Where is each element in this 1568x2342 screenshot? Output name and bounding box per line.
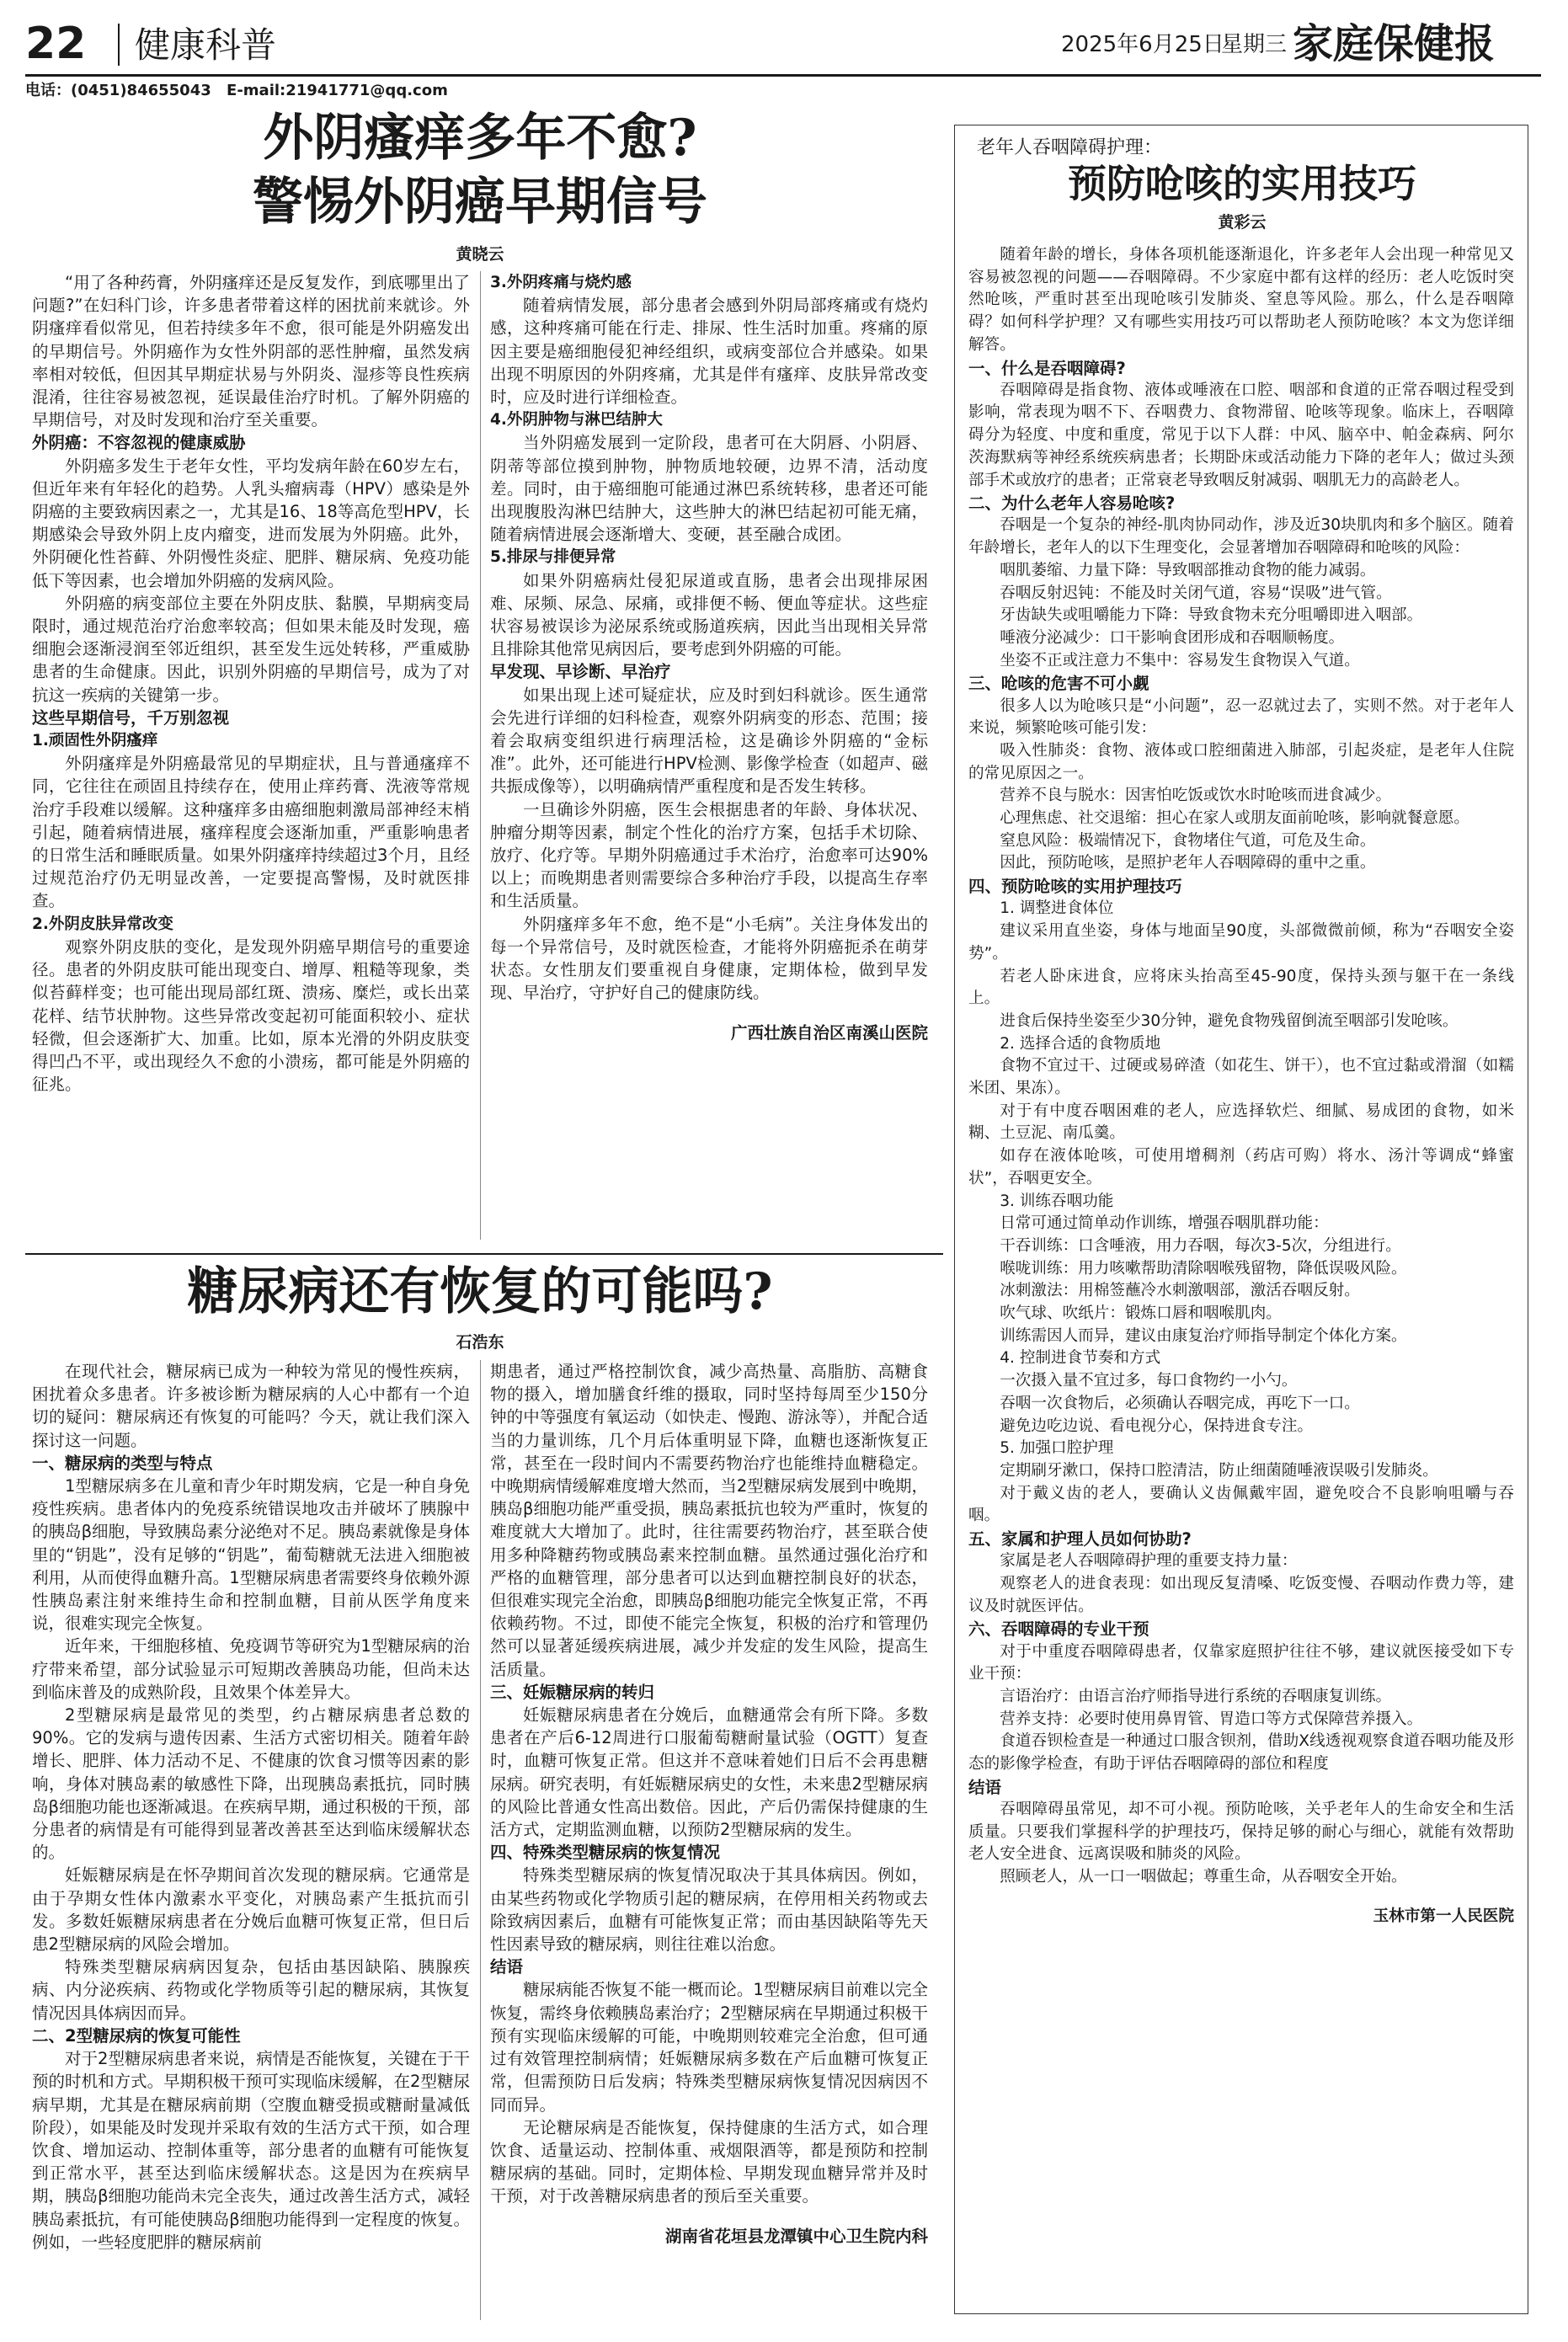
contact-phone: 电话：(0451)84655043 <box>25 82 211 99</box>
paragraph: 特殊类型糖尿病的恢复情况取决于其具体病因。例如，由某些药物或化学物质引起的糖尿病，在停用相关药物或去除致病因素后，血糖有可能恢复正常；而由基因缺陷等先天性因素导致的糖尿病，则往往难以治愈。 <box>490 1865 928 1955</box>
paragraph: 咽肌萎缩、力量下降：导致咽部推动食物的能力减弱。 <box>1000 561 1376 579</box>
subheading: 五、家属和护理人员如何协助? <box>968 1529 1192 1550</box>
paragraph: 食物不宜过干、过硬或易碎渣（如花生、饼干），也不宜过黏或滑溜（如糯米团、果冻）。 <box>968 1057 1514 1098</box>
paragraph: 吞咽是一个复杂的神经-肌肉协同动作，涉及近30块肌肉和多个脑区。随着年龄增长，老年人的以下生理变化，会显著增加吞咽障碍和呛咳的风险： <box>968 516 1514 557</box>
subheading: 外阴癌：不容忽视的健康威胁 <box>32 433 246 453</box>
subheading: 早发现、早诊断、早治疗 <box>490 662 671 682</box>
paragraph: 无论糖尿病是否能恢复，保持健康的生活方式，如合理饮食、适量运动、控制体重、戒烟限酒等，都是预防和控制糖尿病的基础。同时，定期体检、早期发现血糖异常并及时干预，对于改善糖尿病患者的预后至关重要。 <box>490 2117 928 2206</box>
article1-column-1 <box>32 271 470 1240</box>
paragraph: 1型糖尿病多在儿童和青少年时期发病，它是一种自身免疫性疾病。患者体内的免疫系统错误地攻击并破坏了胰腺中的胰岛β细胞，导致胰岛素分泌绝对不足。胰岛素就像是身体里的“钥匙”，没有足够的“钥匙”，葡萄糖就无法进入细胞被利用，从而使得血糖升高。1型糖尿病患者需要终身依赖外源性胰岛素注射来维持生命和控制血糖，目前从医学角度来说，很难实现完全恢复。 <box>32 1476 470 1634</box>
sub-subheading: 1.顽固性外阴瘙痒 <box>32 732 158 750</box>
article1-title-line2: 警惕外阴癌早期信号 <box>253 173 707 232</box>
paragraph: 冰刺激法：用棉签蘸冷水刺激咽部，激活吞咽反射。 <box>1000 1282 1360 1300</box>
issue-date: 2025年6月25日 <box>1061 32 1224 57</box>
article3-column <box>968 244 1514 2303</box>
paragraph: 喉咙训练：用力咳嗽帮助清除咽喉残留物，降低误吸风险。 <box>1000 1259 1407 1278</box>
article3-author: 黄彩云 <box>1218 213 1267 232</box>
subheading: 六、吞咽障碍的专业干预 <box>968 1619 1149 1640</box>
paragraph: 照顾老人，从一口一咽做起；尊重生命，从吞咽安全开始。 <box>1000 1868 1407 1886</box>
paragraph: 定期刷牙漱口，保持口腔清洁，防止细菌随唾液误吸引发肺炎。 <box>1000 1461 1438 1480</box>
subheading: 四、预防呛咳的实用护理技巧 <box>968 877 1182 897</box>
contact-email: E-mail:21941771@qq.com <box>227 82 448 99</box>
article2-title: 糖尿病还有恢复的可能吗? <box>187 1262 773 1321</box>
paragraph: 建议采用直坐姿，身体与地面呈90度，头部微微前倾，称为“吞咽安全姿势”。 <box>968 922 1514 963</box>
article3-title: 预防呛咳的实用技巧 <box>1068 161 1416 206</box>
paragraph: 避免边吃边说、看电视分心，保持进食专注。 <box>1000 1416 1314 1435</box>
article2-column-1 <box>32 1360 470 2320</box>
issue-weekday: 星期三 <box>1221 32 1288 57</box>
subheading: 结语 <box>968 1777 1002 1797</box>
paragraph: 5. 加强口腔护理 <box>1000 1439 1114 1458</box>
paragraph: 2型糖尿病是最常见的类型，约占糖尿病患者总数的90%。它的发病与遗传因素、生活方式密切相关。随着年龄增长、肥胖、体力活动不足、不健康的饮食习惯等因素的影响，身体对胰岛素的敏感性下降，出现胰岛素抵抗，同时胰岛β细胞功能也逐渐减退。在疾病早期，通过积极的干预，部分患者的病情是有可能得到显著改善甚至达到临床缓解状态的。 <box>32 1705 470 1863</box>
paragraph: 期患者，通过严格控制饮食，减少高热量、高脂肪、高糖食物的摄入，增加膳食纤维的摄取，同时坚持每周至少150分钟的中等强度有氧运动（如快走、慢跑、游泳等），并配合适当的力量训练，几个月后体重明显下降，血糖也逐渐恢复正常，甚至在一段时间内不需要药物治疗也能维持血糖稳定。中晚期病情缓解难度增大然而，当2型糖尿病发展到中晚期，胰岛β细胞功能严重受损，胰岛素抵抗也较为严重时，恢复的难度就大大增加了。此时，往往需要药物治疗，甚至联合使用多种降糖药物或胰岛素来控制血糖。虽然通过强化治疗和严格的血糖管理，部分患者可以达到血糖控制良好的状态，但很难实现完全治愈，即胰岛β细胞功能完全恢复正常，不再依赖药物。不过，即使不能完全恢复，积极的治疗和管理仍然可以显著延缓疾病进展，减少并发症的发生风险，提高生活质量。 <box>490 1362 928 1679</box>
paragraph: 家属是老人吞咽障碍护理的重要支持力量： <box>1000 1552 1298 1571</box>
article2-column-2 <box>490 1360 928 2320</box>
page-number: 22 <box>25 19 87 69</box>
paragraph: 一旦确诊外阴癌，医生会根据患者的年龄、身体状况、肿瘤分期等因素，制定个性化的治疗方案，包括手术切除、放疗、化疗等。早期外阴癌通过手术治疗，治愈率可达90%以上；而晚期患者则需要综合多种治疗手段，以提高生存率和生活质量。 <box>490 799 928 911</box>
paragraph: 进食后保持坐姿至少30分钟，避免食物残留倒流至咽部引发呛咳。 <box>1000 1011 1459 1030</box>
paragraph: 观察外阴皮肤的变化，是发现外阴癌早期信号的重要途径。患者的外阴皮肤可能出现变白、增厚、粗糙等现象，类似苔藓样变；也可能出现局部红斑、溃疡、糜烂，或长出菜花样、结节状肿物。这些异常改变起初可能面积较小、症状轻微，但会逐渐扩大、加重。比如，原本光滑的外阴皮肤变得凹凸不平，或出现经久不愈的小溃疡，都可能是外阴癌的征兆。 <box>32 936 470 1095</box>
author-institution: 广西壮族自治区南溪山医院 <box>730 1022 928 1043</box>
subheading: 二、为什么老年人容易呛咳? <box>968 493 1176 514</box>
paragraph: 训练需因人而异，建议由康复治疗师指导制定个体化方案。 <box>1000 1326 1407 1345</box>
paragraph: 随着病情发展，部分患者会感到外阴局部疼痛或有烧灼感，这种疼痛可能在行走、排尿、性生活时加重。疼痛的原因主要是癌细胞侵犯神经组织，或病变部位合并感染。如果出现不明原因的外阴疼痛，尤其是伴有瘙痒、皮肤异常改变时，应及时进行详细检查。 <box>490 296 928 408</box>
article3-kicker: 老年人吞咽障碍护理： <box>977 137 1163 158</box>
subheading: 结语 <box>490 1957 524 1977</box>
paragraph: 心理焦虑、社交退缩：担心在家人或朋友面前呛咳，影响就餐意愿。 <box>1000 809 1470 828</box>
masthead <box>25 17 1541 71</box>
paragraph: 若老人卧床进食，应将床头抬高至45-90度，保持头颈与躯干在一条线上。 <box>968 967 1514 1008</box>
subheading: 一、什么是吞咽障碍? <box>968 358 1126 378</box>
article1-title-line1: 外阴瘙痒多年不愈? <box>263 109 697 168</box>
paragraph: 外阴瘙痒是外阴癌最常见的早期症状，且与普通瘙痒不同，它往往在顽固且持续存在，使用止痒药膏、洗液等常规治疗手段难以缓解。这种瘙痒多由癌细胞刺激局部神经末梢引起，随着病情进展，瘙痒程度会逐渐加重，严重影响患者的日常生活和睡眠质量。如果外阴瘙痒持续超过3个月，且经过规范治疗仍无明显改善，一定要提高警惕，及时就医排查。 <box>32 754 470 911</box>
paragraph: 营养支持：必要时使用鼻胃管、胃造口等方式保障营养摄入。 <box>1000 1710 1423 1728</box>
sub-subheading: 2.外阴皮肤异常改变 <box>32 915 173 933</box>
masthead-divider <box>118 24 120 66</box>
article2-author: 石浩东 <box>456 1333 504 1352</box>
paragraph: 牙齿缺失或咀嚼能力下降：导致食物未充分咀嚼即进入咽部。 <box>1000 606 1423 625</box>
paragraph: 坐姿不正或注意力不集中：容易发生食物误入气道。 <box>1000 651 1360 670</box>
paragraph: 言语治疗：由语言治疗师指导进行系统的吞咽康复训练。 <box>1000 1688 1392 1705</box>
author-institution: 湖南省花垣县龙潭镇中心卫生院内科 <box>664 2226 928 2246</box>
author-institution: 玉林市第一人民医院 <box>1373 1907 1514 1925</box>
paper-name: 家庭保健报 <box>1293 20 1496 67</box>
article2-column-divider <box>480 1360 481 2320</box>
paragraph: 吞咽障碍虽常见，却不可小视。预防呛咳，关乎老年人的生命安全和生活质量。只要我们掌握科学的护理技巧，保持足够的耐心与细心，就能有效帮助老人安全进食、远离误吸和肺炎的风险。 <box>968 1801 1514 1864</box>
paragraph: 窒息风险：极端情况下，食物堵住气道，可危及生命。 <box>1000 831 1376 850</box>
paragraph: 如存在液体呛咳，可使用增稠剂（药店可购）将水、汤汁等调成“蜂蜜状”，吞咽更安全。 <box>968 1147 1514 1187</box>
paragraph: 唾液分泌减少：口干影响食团形成和吞咽顺畅度。 <box>1000 628 1345 647</box>
subheading: 二、2型糖尿病的恢复可能性 <box>32 2025 241 2046</box>
article1-column-2 <box>490 271 928 1240</box>
paragraph: 吞咽障碍是指食物、液体或唾液在口腔、咽部和食道的正常吞咽过程受到影响，常表现为咽不下、吞咽费力、食物滞留、呛咳等现象。临床上，吞咽障碍分为轻度、中度和重度，常见于以下人群：中风、脑卒中、帕金森病、阿尔茨海默病等神经系统疾病患者；长期卧床或活动能力下降的老年人；做过头颈部手术或放疗的患者；正常衰老导致咽反射减弱、咽肌无力的高龄老人。 <box>968 381 1514 489</box>
article1-column-divider <box>480 271 481 1240</box>
paragraph: 吞咽一次食物后，必须确认吞咽完成，再吃下一口。 <box>1000 1394 1360 1412</box>
article1-author: 黄晓云 <box>456 245 504 264</box>
paragraph: 外阴癌多发生于老年女性，平均发病年龄在60岁左右，但近年来有年轻化的趋势。人乳头瘤病毒（HPV）感染是外阴癌的主要致病因素之一，尤其是16、18等高危型HPV，长期感染会导致外阴上皮内瘤变，进而发展为外阴癌。此外，外阴硬化性苔藓、外阴慢性炎症、肥胖、糖尿病、免疫功能低下等因素，也会增加外阴癌的发病风险。 <box>32 456 470 590</box>
subheading: 这些早期信号，千万别忽视 <box>32 707 230 728</box>
paragraph: 日常可通过简单动作训练，增强吞咽肌群功能： <box>1000 1214 1329 1233</box>
paragraph: 在现代社会，糖尿病已成为一种较为常见的慢性疾病，困扰着众多患者。许多被诊断为糖尿病的人心中都有一个迫切的疑问：糖尿病还有恢复的可能吗？今天，就让我们深入探讨这一问题。 <box>32 1362 470 1450</box>
paragraph: 吞咽反射迟钝：不能及时关闭气道，容易“误吸”进气管。 <box>1000 584 1392 602</box>
paragraph: 3. 训练吞咽功能 <box>1000 1192 1114 1210</box>
paragraph: 1. 调整进食体位 <box>1000 899 1114 918</box>
paragraph: 近年来，干细胞移植、免疫调节等研究为1型糖尿病的治疗带来希望，部分试验显示可短期改善胰岛功能，但尚未达到临床普及的成熟阶段，且效果个体差异大。 <box>32 1636 470 1702</box>
paragraph: 妊娠糖尿病是在怀孕期间首次发现的糖尿病。它通常是由于孕期女性体内激素水平变化，对胰岛素产生抵抗而引发。多数妊娠糖尿病患者在分娩后血糖可恢复正常，但日后患2型糖尿病的风险会增加。 <box>32 1865 470 1955</box>
section-title: 健康科普 <box>135 24 277 66</box>
paragraph: 糖尿病能否恢复不能一概而论。1型糖尿病目前难以完全恢复，需终身依赖胰岛素治疗；2型糖尿病在早期通过积极干预有实现临床缓解的可能，中晚期则较难完全治愈，但可通过有效管理控制病情；妊娠糖尿病多数在产后血糖可恢复正常，但需预防日后发病；特殊类型糖尿病恢复情况因病因不同而异。 <box>490 1980 928 2115</box>
paragraph: “用了各种药膏，外阴瘙痒还是反复发作，到底哪里出了问题?”在妇科门诊，许多患者带着这样的困扰前来就诊。外阴瘙痒看似常见，但若持续多年不愈，很可能是外阴癌发出的早期信号。外阴癌作为女性外阴部的恶性肿瘤，虽然发病率相对较低，但因其早期症状易与外阴炎、湿疹等良性疾病混淆，往往容易被忽视，延误最佳治疗时机。了解外阴癌的早期信号，对及时发现和治疗至关重要。 <box>32 273 470 430</box>
paragraph: 2. 选择合适的食物质地 <box>1000 1034 1161 1053</box>
paragraph: 外阴瘙痒多年不愈，绝不是“小毛病”。关注身体发出的每一个异常信号，及时就医检查，才能将外阴癌扼杀在萌芽状态。女性朋友们要重视自身健康，定期体检，做到早发现、早治疗，守护好自己的健康防线。 <box>490 914 928 1003</box>
paragraph: 对于中重度吞咽障碍患者，仅靠家庭照护往往不够，建议就医接受如下专业干预： <box>968 1642 1514 1683</box>
paragraph: 食道吞钡检查是一种通过口服含钡剂，借助X线透视观察食道吞咽功能及形态的影像学检查，有助于评估吞咽障碍的部位和程度 <box>968 1732 1514 1774</box>
paragraph: 很多人以为呛咳只是“小问题”，忍一忍就过去了，实则不然。对于老年人来说，频繁呛咳可能引发： <box>968 696 1514 738</box>
paragraph: 观察老人的进食表现：如出现反复清嗓、吃饭变慢、吞咽动作费力等，建议及时就医评估。 <box>968 1574 1514 1615</box>
subheading: 四、特殊类型糖尿病的恢复情况 <box>490 1843 721 1863</box>
article-separator <box>25 1253 943 1255</box>
paragraph: 当外阴癌发展到一定阶段，患者可在大阴唇、小阴唇、阴蒂等部位摸到肿物，肿物质地较硬，边界不清，活动度差。同时，由于癌细胞可能通过淋巴系统转移，患者还可能出现腹股沟淋巴结肿大，这些肿大的淋巴结起初可能无痛，随着病情进展会逐渐增大、变硬，甚至融合成团。 <box>490 433 928 545</box>
sub-subheading: 4.外阴肿物与淋巴结肿大 <box>490 411 663 429</box>
contact-line <box>25 81 458 101</box>
paragraph: 一次摄入量不宜过多，每口食物约一小勺。 <box>1000 1372 1298 1390</box>
paragraph: 随着年龄的增长，身体各项机能逐渐退化，许多老年人会出现一种常见又容易被忽视的问题——吞咽障碍。不少家庭中都有这样的经历：老人吃饭时突然呛咳，严重时甚至出现呛咳引发肺炎、窒息等风险。那么，什么是吞咽障碍？如何科学护理？又有哪些实用技巧可以帮助老人预防呛咳？本文为您详细解答。 <box>968 246 1514 354</box>
sub-subheading: 5.排尿与排便异常 <box>490 548 616 567</box>
subheading: 一、糖尿病的类型与特点 <box>32 1453 213 1473</box>
paragraph: 对于有中度吞咽困难的老人，应选择软烂、细腻、易成团的食物，如米糊、土豆泥、南瓜羹。 <box>968 1102 1514 1143</box>
paragraph: 吸入性肺炎：食物、液体或口腔细菌进入肺部，引起炎症，是老年人住院的常见原因之一。 <box>968 741 1514 782</box>
sub-subheading: 3.外阴疼痛与烧灼感 <box>490 274 632 291</box>
paragraph: 营养不良与脱水：因害怕吃饭或饮水时呛咳而进食减少。 <box>1000 787 1392 805</box>
paragraph: 对于2型糖尿病患者来说，病情是否能恢复，关键在于干预的时机和方式。早期积极干预可实现临床缓解，在2型糖尿病早期，尤其是在糖尿病前期（空腹血糖受损或糖耐量减低阶段），如果能及时发现并采取有效的生活方式干预，如合理饮食、增加运动、控制体重等，部分患者的血糖有可能恢复到正常水平，甚至达到临床缓解状态。这是因为在疾病早期，胰岛β细胞功能尚未完全丧失，通过改善生活方式，减轻胰岛素抵抗，有可能使胰岛β细胞功能得到一定程度的恢复。例如，一些轻度肥胖的糖尿病前 <box>32 2049 470 2252</box>
paragraph: 外阴癌的病变部位主要在外阴皮肤、黏膜，早期病变局限时，通过规范治疗治愈率较高；但如果未能及时发现，癌细胞会逐渐浸润至邻近组织，甚至发生远处转移，严重威胁患者的生命健康。因此，识别外阴癌的早期信号，成为了对抗这一疾病的关键第一步。 <box>32 593 470 705</box>
paragraph: 对于戴义齿的老人，要确认义齿佩戴牢固，避免咬合不良影响咀嚼与吞咽。 <box>968 1484 1514 1525</box>
subheading: 三、妊娠糖尿病的转归 <box>490 1682 655 1702</box>
paragraph: 如果外阴癌病灶侵犯尿道或直肠，患者会出现排尿困难、尿频、尿急、尿痛，或排便不畅、便血等症状。这些症状容易被误诊为泌尿系统或肠道疾病，因此当出现相关异常且排除其他常见病因后，要考虑到外阴癌的可能。 <box>490 570 928 659</box>
paragraph: 特殊类型糖尿病病因复杂，包括由基因缺陷、胰腺疾病、内分泌疾病、药物或化学物质等引起的糖尿病，其恢复情况因具体病因而异。 <box>32 1957 470 2023</box>
paragraph: 如果出现上述可疑症状，应及时到妇科就诊。医生通常会先进行详细的妇科检查，观察外阴病变的形态、范围；接着会取病变组织进行病理活检，这是确诊外阴癌的“金标准”。此外，还可能进行HPV检测、影像学检查（如超声、磁共振成像等），以明确病情严重程度和是否发生转移。 <box>490 685 928 797</box>
masthead-rule <box>25 74 1541 77</box>
paragraph: 干吞训练：口含唾液，用力吞咽，每次3-5次，分组进行。 <box>1000 1236 1401 1255</box>
subheading: 三、呛咳的危害不可小觑 <box>968 674 1149 694</box>
paragraph: 吹气球、吹纸片：锻炼口唇和咽喉肌肉。 <box>1000 1304 1282 1323</box>
paragraph: 因此，预防呛咳，是照护老年人吞咽障碍的重中之重。 <box>1000 854 1376 872</box>
paragraph: 妊娠糖尿病患者在分娩后，血糖通常会有所下降。多数患者在产后6-12周进行口服葡萄糖耐量试验（OGTT）复查时，血糖可恢复正常。但这并不意味着她们日后不会再患糖尿病。研究表明，有妊娠糖尿病史的女性，未来患2型糖尿病的风险比普通女性高出数倍。因此，产后仍需保持健康的生活方式，定期监测血糖，以预防2型糖尿病的发生。 <box>490 1705 928 1840</box>
paragraph: 4. 控制进食节奏和方式 <box>1000 1349 1161 1368</box>
